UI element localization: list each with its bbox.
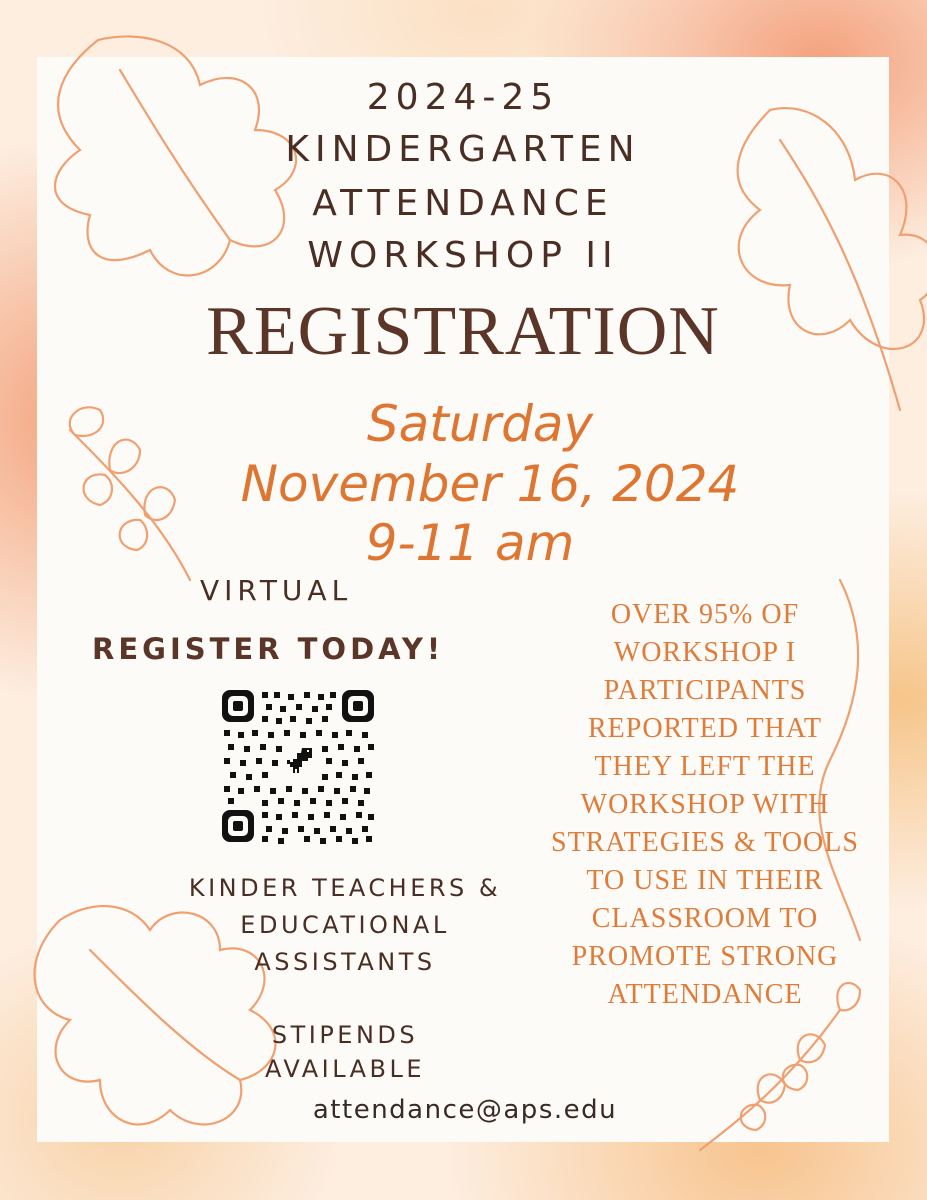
title-year: 2024-25 bbox=[366, 77, 560, 118]
audience-block bbox=[150, 870, 540, 981]
stipends-line: STIPENDS bbox=[271, 1021, 419, 1049]
stat-line: THEY LEFT THE bbox=[594, 751, 816, 782]
event-time: 9-11 am bbox=[365, 514, 575, 572]
stat-line: REPORTED THAT bbox=[587, 713, 823, 744]
register-cta: REGISTER TODAY! bbox=[92, 632, 445, 666]
event-day: Saturday bbox=[366, 395, 594, 453]
stat-line: TO USE IN THEIR bbox=[586, 865, 824, 896]
stat-line: PROMOTE STRONG bbox=[571, 941, 839, 972]
stipends-line: AVAILABLE bbox=[264, 1055, 426, 1083]
stat-line: OVER 95% OF bbox=[610, 599, 800, 630]
stat-line: PARTICIPANTS bbox=[603, 675, 807, 706]
audience-line: ASSISTANTS bbox=[254, 948, 436, 976]
format-label: VIRTUAL bbox=[200, 574, 353, 607]
audience-line: KINDER TEACHERS & bbox=[188, 874, 502, 902]
event-date: November 16, 2024 bbox=[240, 455, 740, 513]
stat-line: CLASSROOM TO bbox=[591, 903, 819, 934]
title-kindergarten: KINDERGARTEN bbox=[285, 129, 641, 170]
title-attendance: ATTENDANCE bbox=[312, 183, 614, 224]
stat-block bbox=[540, 596, 870, 1014]
contact-email-link[interactable]: attendance@aps.edu bbox=[312, 1095, 618, 1125]
stat-line: ATTENDANCE bbox=[607, 979, 803, 1010]
dinosaur-icon bbox=[282, 744, 316, 780]
audience-line: EDUCATIONAL bbox=[240, 911, 450, 939]
stat-line: STRATEGIES & TOOLS bbox=[551, 827, 859, 858]
stat-line: WORKSHOP WITH bbox=[580, 789, 830, 820]
registration-heading: REGISTRATION bbox=[206, 293, 720, 370]
title-workshop: WORKSHOP II bbox=[307, 235, 619, 276]
qr-code-icon[interactable] bbox=[218, 686, 378, 846]
stat-line: WORKSHOP I bbox=[613, 637, 797, 668]
stipends-block bbox=[225, 1018, 465, 1086]
